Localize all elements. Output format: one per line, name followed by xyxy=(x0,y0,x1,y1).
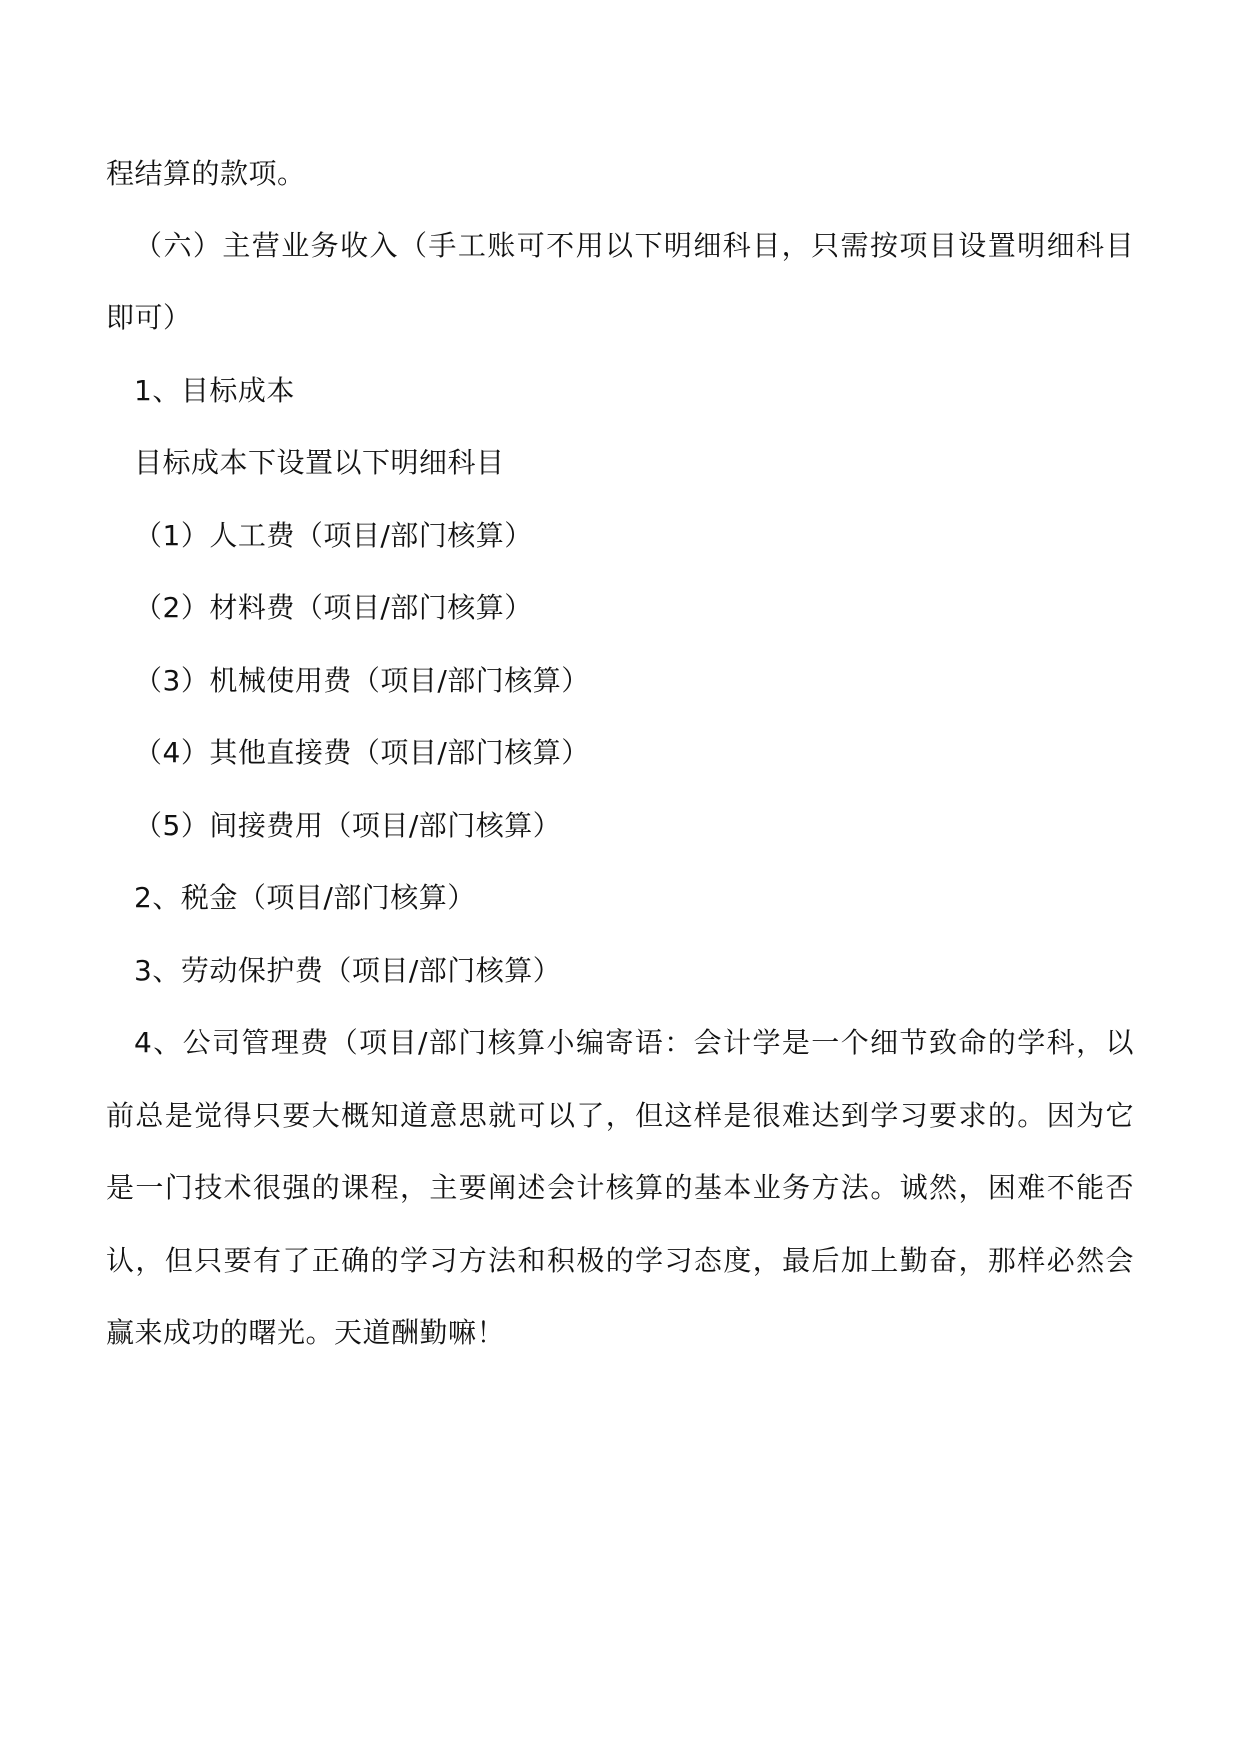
list-item-5: （5）间接费用（项目/部门核算） xyxy=(134,809,562,842)
list-item-4: （4）其他直接费（项目/部门核算） xyxy=(134,736,590,769)
subheading-tax: 2、税金（项目/部门核算） xyxy=(134,881,476,914)
text-line-17: 赢来成功的曙光。天道酬勤嘛！ xyxy=(106,1316,506,1349)
subheading-target-cost: 1、目标成本 xyxy=(134,374,295,407)
text-line-15: 是一门技术很强的课程，主要阐述会计核算的基本业务方法。诚然，困难不能否 xyxy=(106,1171,1134,1204)
section-heading-six: （六）主营业务收入（手工账可不用以下明细科目，只需按项目设置明细科目 xyxy=(134,229,1134,262)
list-item-1: （1）人工费（项目/部门核算） xyxy=(134,519,533,552)
list-item-3: （3）机械使用费（项目/部门核算） xyxy=(134,664,590,697)
text-line-16: 认，但只要有了正确的学习方法和积极的学习态度，最后加上勤奋，那样必然会 xyxy=(106,1244,1134,1277)
subheading-labor-protection: 3、劳动保护费（项目/部门核算） xyxy=(134,954,562,987)
subheading-management-fee: 4、公司管理费（项目/部门核算小编寄语：会计学是一个细节致命的学科，以 xyxy=(134,1026,1134,1059)
text-line-3: 即可） xyxy=(106,301,192,334)
text-line-14: 前总是觉得只要大概知道意思就可以了，但这样是很难达到学习要求的。因为它 xyxy=(106,1099,1134,1132)
text-line-1: 程结算的款项。 xyxy=(106,157,306,190)
list-item-2: （2）材料费（项目/部门核算） xyxy=(134,591,533,624)
text-line-5: 目标成本下设置以下明细科目 xyxy=(134,446,505,479)
